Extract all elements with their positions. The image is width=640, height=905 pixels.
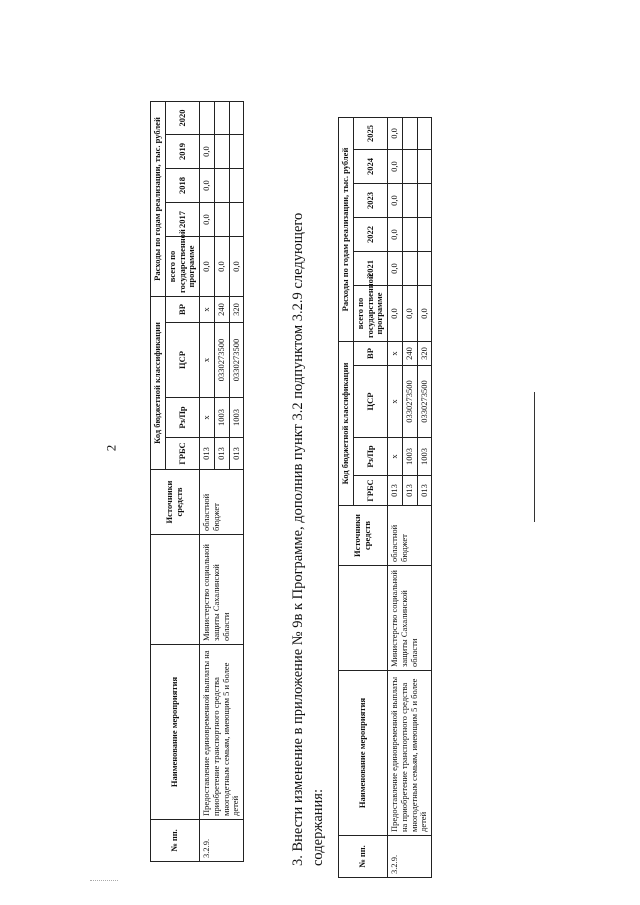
col-header-year: 2018 (165, 169, 199, 203)
table-2 (338, 117, 432, 878)
col-header-grbs: ГРБС (353, 476, 387, 506)
cell-grbs: 013 (417, 476, 432, 506)
cell-rzpr: 1003 (214, 398, 229, 438)
cell-vr: 240 (214, 297, 229, 323)
col-header-year: 2022 (353, 218, 387, 252)
cell-year (214, 135, 229, 169)
col-header-csr: ЦСР (165, 323, 199, 398)
heading-line-2: содержания: (310, 788, 326, 866)
cell-year (417, 117, 432, 149)
col-header-total: всего по государственной программе (165, 237, 199, 297)
cell-grbs: 013 (214, 438, 229, 470)
col-header-kbk: Код бюджетной классификации (339, 342, 354, 506)
cell-grbs: 013 (402, 476, 417, 506)
cell-year (417, 184, 432, 218)
cell-vr: х (388, 342, 403, 366)
heading-line-1: 3. Внести изменение в приложение № 9в к Программе, дополнив пункт 3.2 подпунктом 3.2.9 следующего (290, 212, 306, 866)
scan-artifact (90, 880, 118, 881)
col-header-name: Наименование мероприятия (339, 671, 388, 836)
row-num: 3.2.9. (388, 836, 432, 878)
col-header-source: Источники средств (339, 506, 388, 566)
cell-vr: х (200, 297, 215, 323)
col-header-year: 2021 (353, 252, 387, 286)
cell-rzpr: 1003 (417, 438, 432, 476)
row-source: областной бюджет (200, 470, 244, 535)
cell-total: 0,0 (388, 286, 403, 342)
cell-rzpr: х (200, 398, 215, 438)
col-header-vr: ВР (165, 297, 199, 323)
row-executor: Министерство социальной защиты Сахалинской области (200, 535, 244, 645)
row-source: областной бюджет (388, 506, 432, 566)
col-header-num: № пп. (339, 836, 388, 878)
cell-year (402, 218, 417, 252)
cell-year (402, 150, 417, 184)
row-name: Предоставление единовременной выплаты на приобретение транспортного средства многодетным семьям, имеющим 5 и более детей (388, 671, 432, 836)
row-num: 3.2.9. (200, 820, 244, 862)
cell-year: 0,0 (388, 184, 403, 218)
cell-rzpr: 1003 (402, 438, 417, 476)
cell-rzpr: х (388, 438, 403, 476)
col-header-num: № пп. (151, 820, 200, 862)
col-header-expenses: Расходы по годам реализации, тыс. рублей (151, 101, 166, 296)
cell-year (417, 252, 432, 286)
col-header-kbk: Код бюджетной классификации (151, 297, 166, 470)
table-2-container (338, 117, 432, 878)
cell-year: 0,0 (200, 169, 215, 203)
cell-year (229, 101, 244, 134)
cell-year: 0,0 (200, 135, 215, 169)
col-header-executor (339, 566, 388, 671)
page-number: 2 (103, 444, 119, 452)
cell-year (229, 203, 244, 237)
col-header-year: 2019 (165, 135, 199, 169)
col-header-year: 2023 (353, 184, 387, 218)
cell-year (417, 218, 432, 252)
cell-year (214, 169, 229, 203)
table-1 (150, 101, 244, 862)
col-header-expenses: Расходы по годам реализации, тыс. рублей (339, 117, 354, 341)
cell-vr: 320 (229, 297, 244, 323)
cell-csr: 0330273500 (229, 323, 244, 398)
cell-vr: 320 (417, 342, 432, 366)
cell-year (229, 169, 244, 203)
col-header-executor (151, 535, 200, 645)
cell-total: 0,0 (402, 286, 417, 342)
col-header-year: 2025 (353, 117, 387, 149)
col-header-name: Наименование мероприятия (151, 645, 200, 820)
cell-csr: 0330273500 (402, 366, 417, 438)
col-header-year: 2020 (165, 101, 199, 134)
col-header-source: Источники средств (151, 470, 200, 535)
separator-line (534, 392, 535, 522)
cell-year (402, 117, 417, 149)
cell-year (402, 184, 417, 218)
col-header-rzpr: Рз/Пр (165, 398, 199, 438)
table-row (200, 101, 215, 861)
cell-csr: 0330273500 (214, 323, 229, 398)
cell-csr: 0330273500 (417, 366, 432, 438)
cell-year: 0,0 (388, 218, 403, 252)
cell-year: 0,0 (388, 117, 403, 149)
table-row (388, 117, 403, 877)
cell-year (417, 150, 432, 184)
cell-grbs: 013 (229, 438, 244, 470)
cell-year: 0,0 (388, 252, 403, 286)
col-header-csr: ЦСР (353, 366, 387, 438)
cell-total: 0,0 (200, 237, 215, 297)
col-header-year: 2017 (165, 203, 199, 237)
cell-year (402, 252, 417, 286)
cell-year (229, 135, 244, 169)
cell-year (200, 101, 215, 134)
cell-total: 0,0 (417, 286, 432, 342)
cell-year (214, 203, 229, 237)
cell-csr: х (388, 366, 403, 438)
cell-year: 0,0 (388, 150, 403, 184)
cell-year (214, 101, 229, 134)
cell-vr: 240 (402, 342, 417, 366)
table-1-container (150, 101, 244, 862)
cell-total: 0,0 (214, 237, 229, 297)
cell-grbs: 013 (388, 476, 403, 506)
col-header-vr: ВР (353, 342, 387, 366)
row-executor: Министерство социальной защиты Сахалинской области (388, 566, 432, 671)
cell-csr: х (200, 323, 215, 398)
col-header-grbs: ГРБС (165, 438, 199, 470)
col-header-total: всего по государственной программе (353, 286, 387, 342)
col-header-year: 2024 (353, 150, 387, 184)
cell-total: 0,0 (229, 237, 244, 297)
cell-grbs: 013 (200, 438, 215, 470)
row-name: Предоставление единовременной выплаты на приобретение транспортного средства многодетным семьям, имеющим 5 и более детей (200, 645, 244, 820)
cell-rzpr: 1003 (229, 398, 244, 438)
col-header-rzpr: Рз/Пр (353, 438, 387, 476)
cell-year: 0,0 (200, 203, 215, 237)
